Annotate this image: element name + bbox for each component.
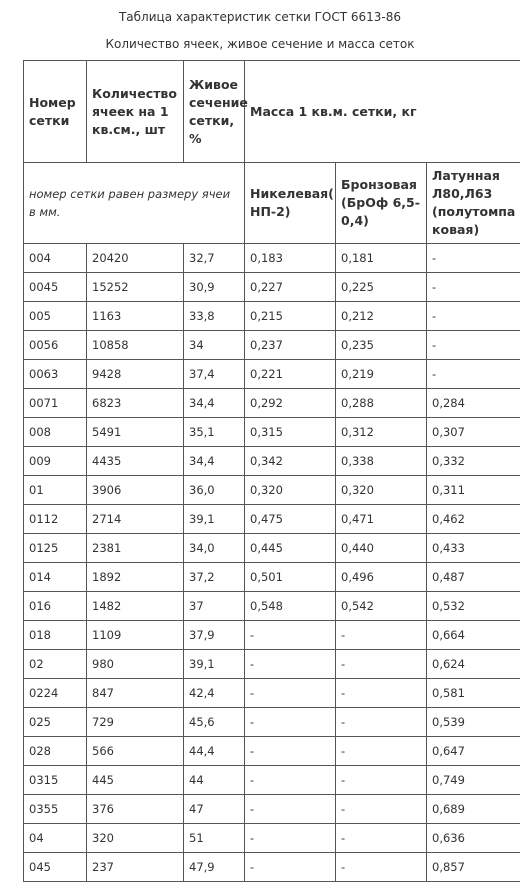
cell-number: 018 — [24, 621, 87, 650]
cell-open-area: 34,0 — [184, 534, 245, 563]
cell-open-area: 34,4 — [184, 389, 245, 418]
cell-count: 5491 — [87, 418, 184, 447]
cell-bronze: 0,181 — [336, 244, 427, 273]
cell-count: 15252 — [87, 273, 184, 302]
cell-nickel: 0,320 — [245, 476, 336, 505]
cell-count: 6823 — [87, 389, 184, 418]
cell-count: 1109 — [87, 621, 184, 650]
table-row — [24, 737, 520, 766]
cell-number: 0224 — [24, 679, 87, 708]
cell-open-area: 47 — [184, 795, 245, 824]
cell-brass: 0,307 — [427, 418, 520, 447]
cell-count: 237 — [87, 853, 184, 882]
cell-open-area: 44 — [184, 766, 245, 795]
table-row — [24, 853, 520, 882]
header-note: номер сетки равен размеру ячеи в мм. — [24, 163, 245, 244]
cell-count: 1163 — [87, 302, 184, 331]
cell-nickel: - — [245, 708, 336, 737]
cell-bronze: - — [336, 824, 427, 853]
cell-nickel: 0,342 — [245, 447, 336, 476]
cell-open-area: 37 — [184, 592, 245, 621]
cell-nickel: - — [245, 766, 336, 795]
table-row — [24, 563, 520, 592]
cell-brass: 0,689 — [427, 795, 520, 824]
cell-nickel: 0,548 — [245, 592, 336, 621]
table-row — [24, 534, 520, 563]
header-brass: Латунная Л80,Л63 (полутомпа ковая) — [427, 163, 520, 244]
subheader-row — [24, 163, 520, 244]
header-bronze: Бронзовая (БрОф 6,5-0,4) — [336, 163, 427, 244]
cell-brass: 0,624 — [427, 650, 520, 679]
table-row — [24, 824, 520, 853]
cell-count: 320 — [87, 824, 184, 853]
table-row — [24, 592, 520, 621]
cell-nickel: 0,237 — [245, 331, 336, 360]
table-row — [24, 273, 520, 302]
cell-open-area: 37,4 — [184, 360, 245, 389]
cell-open-area: 47,9 — [184, 853, 245, 882]
cell-brass: 0,581 — [427, 679, 520, 708]
cell-count: 4435 — [87, 447, 184, 476]
cell-number: 0112 — [24, 505, 87, 534]
cell-bronze: 0,212 — [336, 302, 427, 331]
cell-open-area: 35,1 — [184, 418, 245, 447]
cell-number: 009 — [24, 447, 87, 476]
cell-nickel: - — [245, 621, 336, 650]
table-row — [24, 621, 520, 650]
cell-number: 014 — [24, 563, 87, 592]
cell-brass: 0,857 — [427, 853, 520, 882]
cell-count: 376 — [87, 795, 184, 824]
cell-number: 0125 — [24, 534, 87, 563]
cell-brass: 0,433 — [427, 534, 520, 563]
cell-open-area: 44,4 — [184, 737, 245, 766]
cell-brass: 0,284 — [427, 389, 520, 418]
table-row — [24, 679, 520, 708]
cell-brass: - — [427, 331, 520, 360]
cell-bronze: 0,320 — [336, 476, 427, 505]
cell-count: 847 — [87, 679, 184, 708]
cell-brass: 0,664 — [427, 621, 520, 650]
cell-count: 3906 — [87, 476, 184, 505]
cell-open-area: 51 — [184, 824, 245, 853]
cell-bronze: - — [336, 679, 427, 708]
table-row — [24, 302, 520, 331]
cell-nickel: 0,183 — [245, 244, 336, 273]
cell-nickel: 0,501 — [245, 563, 336, 592]
cell-count: 980 — [87, 650, 184, 679]
cell-count: 20420 — [87, 244, 184, 273]
table-row — [24, 244, 520, 273]
cell-open-area: 39,1 — [184, 505, 245, 534]
table-row — [24, 331, 520, 360]
cell-brass: 0,647 — [427, 737, 520, 766]
cell-count: 566 — [87, 737, 184, 766]
cell-open-area: 34 — [184, 331, 245, 360]
cell-bronze: - — [336, 853, 427, 882]
cell-open-area: 37,2 — [184, 563, 245, 592]
cell-bronze: - — [336, 621, 427, 650]
cell-open-area: 32,7 — [184, 244, 245, 273]
header-number: Номер сетки — [24, 61, 87, 163]
cell-count: 729 — [87, 708, 184, 737]
cell-number: 008 — [24, 418, 87, 447]
cell-bronze: 0,440 — [336, 534, 427, 563]
cell-bronze: 0,338 — [336, 447, 427, 476]
cell-brass: 0,749 — [427, 766, 520, 795]
cell-open-area: 34,4 — [184, 447, 245, 476]
cell-number: 045 — [24, 853, 87, 882]
cell-brass: 0,539 — [427, 708, 520, 737]
cell-number: 016 — [24, 592, 87, 621]
cell-count: 9428 — [87, 360, 184, 389]
cell-bronze: 0,312 — [336, 418, 427, 447]
table-row — [24, 505, 520, 534]
cell-number: 0315 — [24, 766, 87, 795]
cell-open-area: 30,9 — [184, 273, 245, 302]
cell-number: 04 — [24, 824, 87, 853]
cell-bronze: - — [336, 650, 427, 679]
cell-bronze: - — [336, 708, 427, 737]
table-row — [24, 476, 520, 505]
cell-count: 1482 — [87, 592, 184, 621]
table-row — [24, 360, 520, 389]
cell-bronze: 0,496 — [336, 563, 427, 592]
cell-number: 02 — [24, 650, 87, 679]
cell-nickel: - — [245, 679, 336, 708]
cell-bronze: 0,225 — [336, 273, 427, 302]
cell-bronze: - — [336, 795, 427, 824]
cell-bronze: 0,542 — [336, 592, 427, 621]
table-row — [24, 447, 520, 476]
cell-brass: - — [427, 273, 520, 302]
cell-bronze: 0,471 — [336, 505, 427, 534]
cell-brass: 0,636 — [427, 824, 520, 853]
cell-number: 0045 — [24, 273, 87, 302]
cell-nickel: 0,445 — [245, 534, 336, 563]
cell-bronze: - — [336, 737, 427, 766]
cell-number: 01 — [24, 476, 87, 505]
cell-nickel: - — [245, 853, 336, 882]
cell-nickel: - — [245, 650, 336, 679]
cell-nickel: 0,475 — [245, 505, 336, 534]
cell-bronze: 0,288 — [336, 389, 427, 418]
cell-open-area: 37,9 — [184, 621, 245, 650]
cell-number: 0063 — [24, 360, 87, 389]
cell-nickel: - — [245, 795, 336, 824]
cell-number: 0056 — [24, 331, 87, 360]
cell-count: 10858 — [87, 331, 184, 360]
cell-bronze: - — [336, 766, 427, 795]
cell-count: 2381 — [87, 534, 184, 563]
cell-number: 0071 — [24, 389, 87, 418]
table-row — [24, 650, 520, 679]
header-nickel: Никелевая( НП-2) — [245, 163, 336, 244]
cell-number: 005 — [24, 302, 87, 331]
cell-bronze: 0,219 — [336, 360, 427, 389]
cell-nickel: - — [245, 824, 336, 853]
table-row — [24, 418, 520, 447]
cell-nickel: 0,227 — [245, 273, 336, 302]
table-row — [24, 766, 520, 795]
cell-open-area: 33,8 — [184, 302, 245, 331]
table-row — [24, 389, 520, 418]
cell-number: 025 — [24, 708, 87, 737]
cell-number: 028 — [24, 737, 87, 766]
table-row — [24, 708, 520, 737]
page-title: Таблица характеристик сетки ГОСТ 6613-86 — [118, 10, 402, 24]
header-count: Количество ячеек на 1 кв.см., шт — [87, 61, 184, 163]
cell-nickel: - — [245, 737, 336, 766]
cell-brass: 0,532 — [427, 592, 520, 621]
cell-count: 1892 — [87, 563, 184, 592]
table-row — [24, 795, 520, 824]
header-row — [24, 61, 520, 163]
cell-number: 004 — [24, 244, 87, 273]
cell-number: 0355 — [24, 795, 87, 824]
header-open-area: Живое сечение сетки, % — [184, 61, 245, 163]
cell-nickel: 0,292 — [245, 389, 336, 418]
cell-nickel: 0,215 — [245, 302, 336, 331]
header-mass: Масса 1 кв.м. сетки, кг — [245, 61, 520, 163]
cell-brass: 0,311 — [427, 476, 520, 505]
cell-brass: - — [427, 244, 520, 273]
cell-brass: 0,332 — [427, 447, 520, 476]
cell-count: 2714 — [87, 505, 184, 534]
cell-brass: 0,487 — [427, 563, 520, 592]
cell-open-area: 45,6 — [184, 708, 245, 737]
cell-nickel: 0,315 — [245, 418, 336, 447]
cell-brass: - — [427, 302, 520, 331]
cell-open-area: 39,1 — [184, 650, 245, 679]
page-subtitle: Количество ячеек, живое сечение и масса сеток — [105, 37, 415, 51]
cell-bronze: 0,235 — [336, 331, 427, 360]
cell-open-area: 42,4 — [184, 679, 245, 708]
cell-brass: - — [427, 360, 520, 389]
cell-count: 445 — [87, 766, 184, 795]
mesh-table — [23, 60, 520, 882]
cell-open-area: 36,0 — [184, 476, 245, 505]
cell-brass: 0,462 — [427, 505, 520, 534]
cell-nickel: 0,221 — [245, 360, 336, 389]
